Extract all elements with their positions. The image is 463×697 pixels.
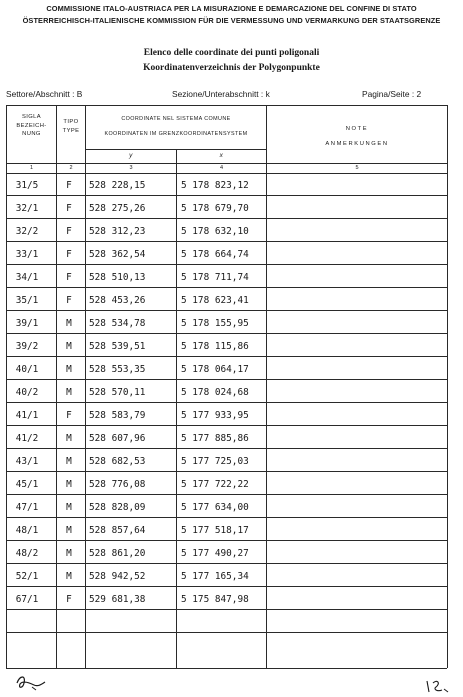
row-divider	[6, 310, 447, 311]
tipo-cell: M	[66, 548, 72, 559]
tipo-cell: M	[66, 318, 72, 329]
table-row	[0, 289, 463, 312]
y-coordinate-cell: 528 607,96	[89, 433, 146, 444]
commission-header-german: ÖSTERREICHISCH-ITALIENISCHE KOMMISSION FÜR DIE VERMESSUNG UND VERMARKUNG DER STAATSGRENZE	[22, 16, 441, 25]
tipo-cell: M	[66, 364, 72, 375]
row-divider	[6, 264, 447, 265]
x-coordinate-cell: 5 177 165,34	[181, 571, 249, 582]
column-number-3: 3	[129, 165, 133, 171]
table-top-rule	[6, 105, 447, 106]
x-coordinate-cell: 5 178 823,12	[181, 180, 249, 191]
table-row	[0, 243, 463, 266]
y-coordinate-cell: 528 553,35	[89, 364, 146, 375]
y-coordinate-cell: 528 682,53	[89, 456, 146, 467]
row-divider	[6, 632, 447, 633]
sigla-cell: 40/1	[15, 364, 39, 375]
row-divider	[6, 425, 447, 426]
pagina-label: Pagina/Seite : 2	[362, 89, 422, 99]
settore-label: Settore/Abschnitt : B	[6, 89, 83, 99]
row-divider	[6, 494, 447, 495]
table-row	[0, 220, 463, 243]
handwritten-initials-right	[423, 677, 453, 695]
table-row	[0, 473, 463, 496]
table-row	[0, 358, 463, 381]
sigla-cell: 48/2	[15, 548, 39, 559]
table-row	[0, 519, 463, 542]
y-coordinate-cell: 528 828,09	[89, 502, 146, 513]
y-coordinate-cell: 528 857,64	[89, 525, 146, 536]
sigla-cell: 39/1	[15, 318, 39, 329]
sigla-cell: 41/2	[15, 433, 39, 444]
tipo-cell: F	[66, 226, 72, 237]
row-divider	[6, 471, 447, 472]
table-row	[0, 312, 463, 335]
tipo-cell: M	[66, 525, 72, 536]
sigla-cell: 32/1	[15, 203, 39, 214]
sigla-cell: 32/2	[15, 226, 39, 237]
x-coordinate-cell: 5 175 847,98	[181, 594, 249, 605]
tipo-cell: M	[66, 456, 72, 467]
row-divider	[6, 195, 447, 196]
document-title-german: Koordinatenverzeichnis der Polygonpunkte	[143, 63, 320, 73]
table-row	[0, 404, 463, 427]
row-divider	[6, 563, 447, 564]
y-coordinate-cell: 528 510,13	[89, 272, 146, 283]
commission-header-italian: COMMISSIONE ITALO-AUSTRIACA PER LA MISURAZIONE E DEMARCAZIONE DEL CONFINE DI STATO	[46, 4, 417, 13]
x-coordinate-cell: 5 178 679,70	[181, 203, 249, 214]
tipo-cell: F	[66, 295, 72, 306]
y-coordinate-cell: 528 570,11	[89, 387, 146, 398]
sigla-cell: 48/1	[15, 525, 39, 536]
document-title-italian: Elenco delle coordinate dei punti poligonali	[143, 48, 320, 58]
sigla-cell: 35/1	[15, 295, 39, 306]
table-row	[0, 542, 463, 565]
sigla-cell: 47/1	[15, 502, 39, 513]
table-row	[0, 565, 463, 588]
tipo-cell: M	[66, 341, 72, 352]
y-coordinate-cell: 528 453,26	[89, 295, 146, 306]
row-divider	[6, 517, 447, 518]
column-header-sigla: SIGLA BEZEICH- NUNG	[16, 114, 47, 138]
sigla-cell: 31/5	[15, 180, 39, 191]
row-divider	[6, 379, 447, 380]
handwritten-initials-left	[14, 671, 48, 693]
table-row	[0, 335, 463, 358]
y-coordinate-cell: 528 275,26	[89, 203, 146, 214]
x-coordinate-cell: 5 178 064,17	[181, 364, 249, 375]
y-coordinate-cell: 528 861,20	[89, 548, 146, 559]
y-coordinate-cell: 528 312,23	[89, 226, 146, 237]
tipo-cell: M	[66, 571, 72, 582]
sigla-cell: 39/2	[15, 341, 39, 352]
column-header-y: y	[129, 152, 133, 159]
row-divider	[6, 609, 447, 610]
x-coordinate-cell: 5 177 634,00	[181, 502, 249, 513]
y-coordinate-cell: 528 534,78	[89, 318, 146, 329]
table-row	[0, 174, 463, 197]
x-coordinate-cell: 5 177 885,86	[181, 433, 249, 444]
x-coordinate-cell: 5 177 490,27	[181, 548, 249, 559]
column-header-coordinates: COORDINATE NEL SISTEMA COMUNE KOORDINATEN IM GRENZKOORDINATENSYSTEM	[104, 116, 248, 137]
x-coordinate-cell: 5 177 722,22	[181, 479, 249, 490]
x-coordinate-cell: 5 178 664,74	[181, 249, 249, 260]
row-divider	[6, 540, 447, 541]
column-number-4: 4	[219, 165, 224, 171]
x-coordinate-cell: 5 178 115,86	[181, 341, 249, 352]
row-divider	[6, 586, 447, 587]
row-divider	[6, 287, 447, 288]
column-header-x: x	[219, 152, 224, 159]
row-divider	[6, 333, 447, 334]
sigla-cell: 45/1	[15, 479, 39, 490]
tipo-cell: M	[66, 433, 72, 444]
y-coordinate-cell: 528 776,08	[89, 479, 146, 490]
tipo-cell: F	[66, 410, 72, 421]
sigla-cell: 41/1	[15, 410, 39, 421]
table-row	[0, 450, 463, 473]
row-divider	[6, 448, 447, 449]
table-row	[0, 381, 463, 404]
column-number-5: 5	[355, 165, 359, 171]
y-coordinate-cell: 529 681,38	[89, 594, 146, 605]
x-coordinate-cell: 5 177 933,95	[181, 410, 249, 421]
tipo-cell: M	[66, 479, 72, 490]
x-coordinate-cell: 5 178 024,68	[181, 387, 249, 398]
x-coordinate-cell: 5 178 632,10	[181, 226, 249, 237]
table-row	[0, 496, 463, 519]
column-number-2: 2	[69, 165, 73, 171]
table-row	[0, 588, 463, 611]
sigla-cell: 43/1	[15, 456, 39, 467]
tipo-cell: F	[66, 272, 72, 283]
table-row	[0, 427, 463, 450]
row-divider	[6, 241, 447, 242]
row-divider	[6, 218, 447, 219]
column-number-1: 1	[29, 165, 34, 171]
sigla-cell: 67/1	[15, 594, 39, 605]
y-coordinate-cell: 528 362,54	[89, 249, 146, 260]
sigla-cell: 34/1	[15, 272, 39, 283]
x-coordinate-cell: 5 178 155,95	[181, 318, 249, 329]
row-divider	[6, 402, 447, 403]
y-coordinate-cell: 528 583,79	[89, 410, 146, 421]
sigla-cell: 40/2	[15, 387, 39, 398]
column-header-tipo: TIPO TYPE	[62, 119, 80, 134]
sezione-label: Sezione/Unterabschnitt : k	[172, 89, 270, 99]
x-coordinate-cell: 5 177 725,03	[181, 456, 249, 467]
y-coordinate-cell: 528 942,52	[89, 571, 146, 582]
tipo-cell: M	[66, 387, 72, 398]
y-coordinate-cell: 528 539,51	[89, 341, 146, 352]
sigla-cell: 52/1	[15, 571, 39, 582]
tipo-cell: F	[66, 203, 72, 214]
column-number-top-rule	[6, 163, 447, 164]
table-row	[0, 266, 463, 289]
table-bottom-rule	[6, 668, 447, 669]
y-coordinate-cell: 528 228,15	[89, 180, 146, 191]
table-row	[0, 197, 463, 220]
sigla-cell: 33/1	[15, 249, 39, 260]
x-coordinate-cell: 5 178 623,41	[181, 295, 249, 306]
tipo-cell: F	[66, 594, 72, 605]
x-coordinate-cell: 5 178 711,74	[181, 272, 249, 283]
tipo-cell: F	[66, 249, 72, 260]
column-header-note: NOTE ANMERKUNGEN	[325, 126, 389, 147]
tipo-cell: F	[66, 180, 72, 191]
x-coordinate-cell: 5 177 518,17	[181, 525, 249, 536]
row-divider	[6, 356, 447, 357]
tipo-cell: M	[66, 502, 72, 513]
